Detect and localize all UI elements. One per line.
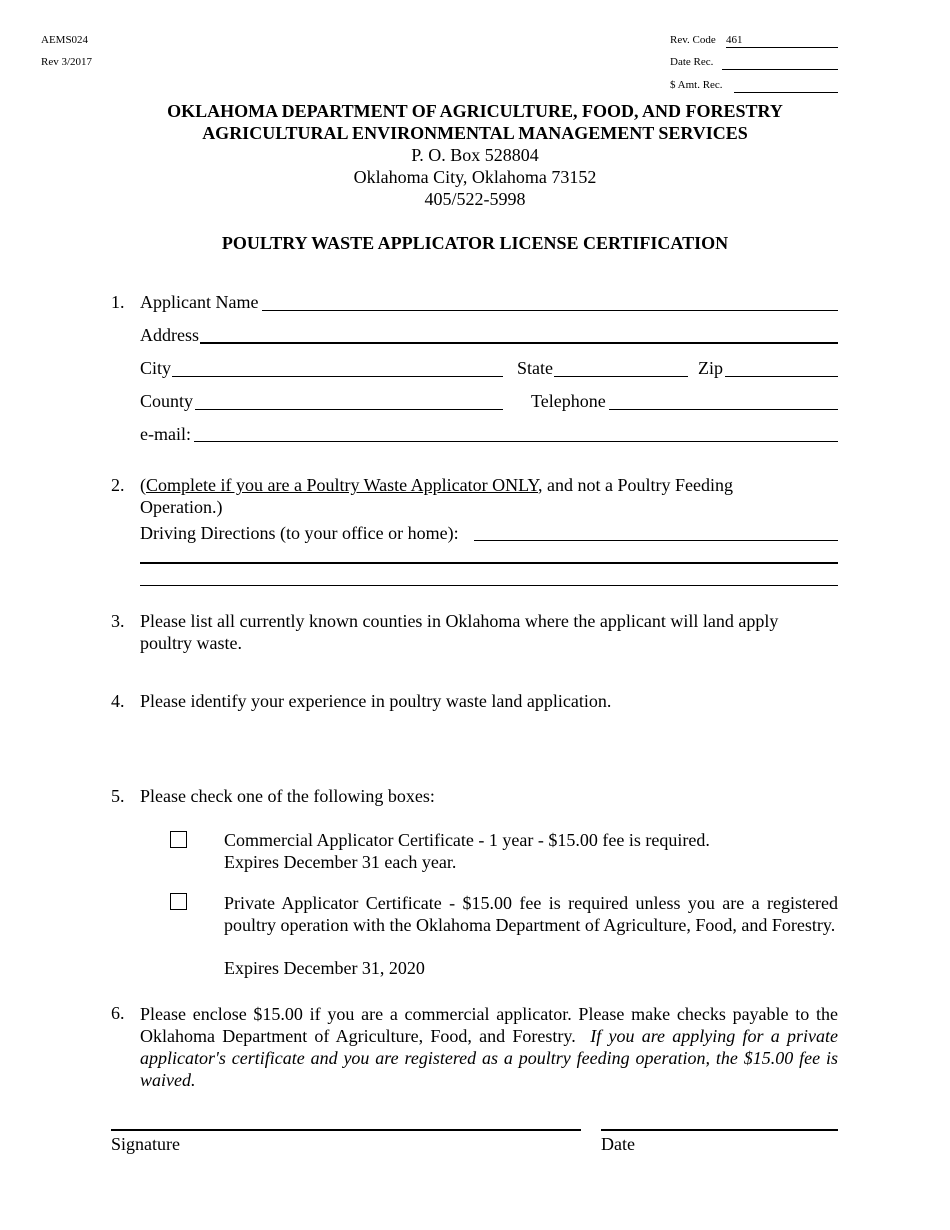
private-option-text: Private Applicator Certificate - $15.00 fee is required unless you are a registered poultry operation with the Oklahoma Department of Agriculture, Food, and Forestry. [224, 893, 838, 935]
rev-code-field[interactable] [726, 34, 838, 48]
commercial-applicator-checkbox[interactable] [170, 831, 187, 848]
email-label: e-mail: [140, 424, 191, 444]
driving-directions-field-1[interactable] [474, 540, 838, 541]
signature-label: Signature [111, 1134, 180, 1154]
private-applicator-checkbox[interactable] [170, 893, 187, 910]
agency-name: OKLAHOMA DEPARTMENT OF AGRICULTURE, FOOD, AND FORESTRY [167, 101, 783, 121]
section-5-instruction: Please check one of the following boxes: [140, 786, 435, 806]
state-field[interactable] [554, 376, 688, 377]
section-4-question: Please identify your experience in poultry waste land application. [140, 691, 612, 711]
section-6-instruction [140, 1003, 838, 1091]
section-3-question-line1: Please list all currently known counties in Oklahoma where the applicant will land apply [140, 611, 779, 631]
address-field[interactable] [200, 342, 838, 344]
amt-rec-field[interactable] [734, 79, 838, 93]
form-title: POULTRY WASTE APPLICATOR LICENSE CERTIFICATION [221, 233, 729, 253]
section-3-question-line2: poultry waste. [140, 633, 242, 653]
zip-label: Zip [698, 358, 723, 378]
driving-directions-label: Driving Directions (to your office or home): [140, 523, 459, 543]
date-label: Date [601, 1134, 635, 1154]
county-field[interactable] [195, 409, 503, 410]
section-6-number: 6. [111, 1003, 125, 1023]
driving-directions-field-2[interactable] [140, 562, 838, 564]
section-2-instruction-rest: , and not a Poultry Feeding [538, 475, 733, 495]
amt-rec-label: $ Amt. Rec. [670, 79, 723, 91]
fee-instruction: Please enclose $15.00 if you are a commercial applicator. Please make checks payable to the Oklahoma Department of Agriculture, Food, and Forestry. [140, 1004, 838, 1046]
city-field[interactable] [172, 376, 503, 377]
applicator-only-note: Complete if you are a Poultry Waste Applicator ONLY [146, 475, 539, 495]
section-5-number: 5. [111, 786, 125, 806]
rev-code-value: 461 [726, 34, 743, 46]
section-4-number: 4. [111, 691, 125, 711]
division-name: AGRICULTURAL ENVIRONMENTAL MANAGEMENT SERVICES [202, 123, 748, 143]
date-rec-field[interactable] [722, 56, 838, 70]
city-label: City [140, 358, 172, 378]
driving-directions-field-3[interactable] [140, 585, 838, 586]
section-3-number: 3. [111, 611, 125, 631]
signature-field[interactable] [111, 1129, 581, 1131]
agency-phone: 405/522-5998 [424, 189, 526, 209]
telephone-label: Telephone [531, 391, 606, 411]
rev-code-label: Rev. Code [670, 34, 716, 46]
date-rec-label: Date Rec. [670, 56, 714, 68]
form-code: AEMS024 [41, 34, 89, 46]
county-label: County [140, 391, 194, 411]
email-field[interactable] [194, 441, 838, 442]
fee-waiver-note: If you are applying for a private applicator's certificate and you are registered as a poultry feeding operation, the $15.00 fee is waived. [140, 1026, 838, 1090]
telephone-field[interactable] [609, 409, 838, 410]
applicant-name-field[interactable] [262, 310, 838, 311]
section-1-number: 1. [111, 292, 125, 312]
form-revision: Rev 3/2017 [41, 56, 93, 68]
agency-city-state: Oklahoma City, Oklahoma 73152 [353, 167, 597, 187]
state-label: State [517, 358, 553, 378]
applicant-name-label: Applicant Name [140, 292, 259, 312]
open-paren: ( [140, 475, 146, 495]
po-box: P. O. Box 528804 [411, 145, 539, 165]
address-label: Address [140, 325, 199, 345]
date-field[interactable] [601, 1129, 838, 1131]
private-option-expiry: Expires December 31, 2020 [224, 958, 425, 978]
section-2-number: 2. [111, 475, 125, 495]
section-2-instruction [140, 475, 840, 496]
zip-field[interactable] [725, 376, 838, 377]
commercial-option-line2: Expires December 31 each year. [224, 852, 457, 872]
commercial-option-line1: Commercial Applicator Certificate - 1 year - $15.00 fee is required. [224, 830, 710, 850]
section-2-instruction-line2: Operation.) [140, 497, 223, 517]
